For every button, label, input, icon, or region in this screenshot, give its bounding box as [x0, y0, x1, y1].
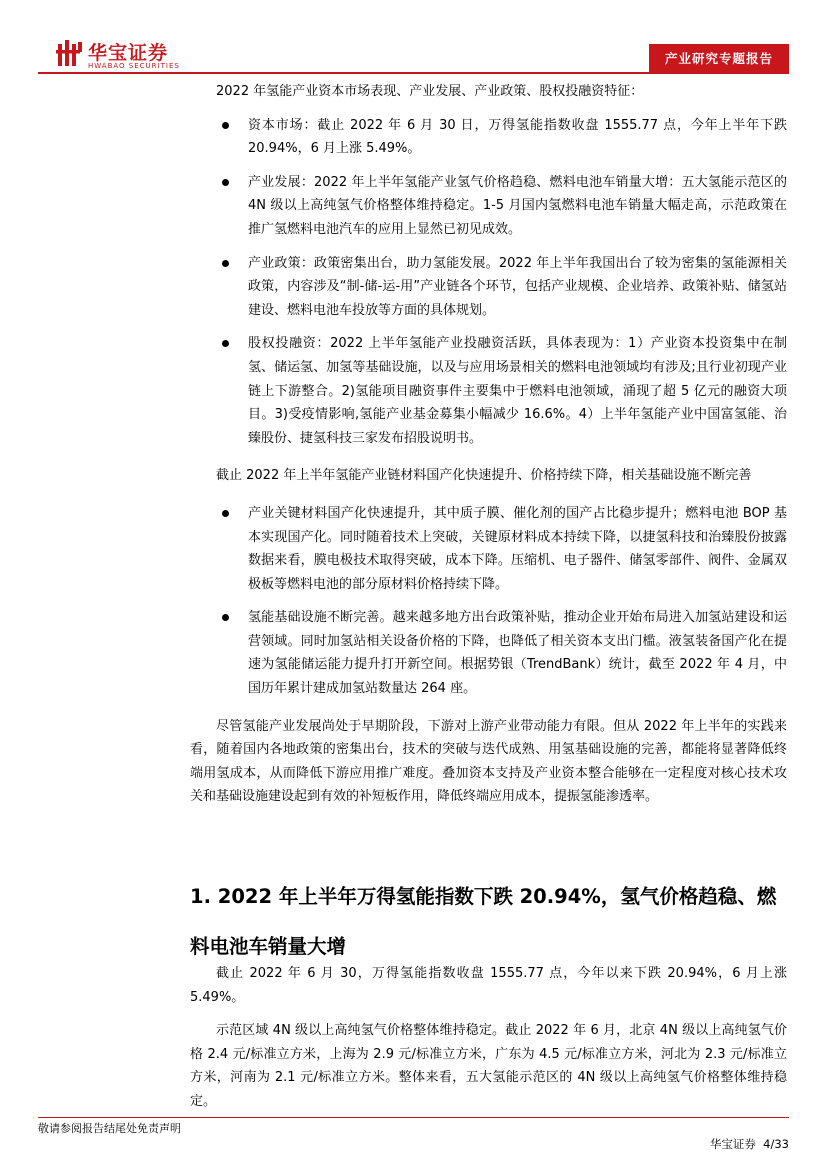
- bullet-text: 股权投融资：2022 上半年氢能产业投融资活跃，具体表现为：1）产业资本投资集中在制氢、储运氢、加氢等基础设施，以及与应用场景相关的燃料电池领域均有涉及;且行业初现产业链上下游整合。2)氢能项目融资事件主要集中于燃料电池领域，涌现了超 5 亿元的融资大项目。3)受疫情影响,氢能产业基金募集小幅减少 16.6%。4）上半年氢能产业中国富氢能、治臻股份、捷氢科技三家发布招股说明书。: [248, 336, 787, 446]
- outlook-paragraph: 尽管氢能产业发展尚处于早期阶段，下游对上游产业带动能力有限。但从 2022 年上半年的实践来看，随着国内各地政策的密集出台，技术的突破与迭代成熟、用氢基础设施的完善，都能将显著降低终端用氢成本，从而降低下游应用推广难度。叠加资本支持及产业资本整合能够在一定程度对核心技术攻关和基础设施建设起到有效的补短板作用，降低终端应用成本，提振氢能渗透率。: [190, 718, 787, 805]
- hwabao-logo-icon: [56, 38, 86, 68]
- bullet-text: 产业政策：政策密集出台，助力氢能发展。2022 年上半年我国出台了较为密集的氢能源相关政策，内容涉及“制-储-运-用”产业链各个环节，包括产业规模、企业培养、政策补贴、储氢站建设、燃料电池车投放等方面的具体规划。: [248, 255, 787, 318]
- materials-summary-paragraph: 截止 2022 年上半年氢能产业链材料国产化快速提升、价格持续下降，相关基础设施不断完善: [216, 468, 752, 484]
- footer-divider: [38, 1117, 789, 1118]
- section-paragraph-index: 截止 2022 年 6 月 30，万得氢能指数收盘 1555.77 点，今年以来下跌 20.94%，6 月上涨 5.49%。: [190, 966, 787, 1005]
- bullet-dot-icon: [222, 179, 229, 186]
- bullet-text: 氢能基础设施不断完善。越来越多地方出台政策补贴，推动企业开始布局进入加氢站建设和运营领域。同时加氢站相关设备价格的下降，也降低了相关资本支出门槛。液氢装备国产化在提速为氢能储运能力提升打开新空间。根据势银（TrendBank）统计，截至 2022 年 4 月，中国历年累计建成加氢站数量达 264 座。: [248, 610, 787, 697]
- bullet-text: 资本市场：截止 2022 年 6 月 30 日，万得氢能指数收盘 1555.77 点，今年上半年下跌 20.94%，6 月上涨 5.49%。: [248, 117, 787, 157]
- bullet-dot-icon: [222, 260, 229, 267]
- section-paragraph-hydrogen-price: 示范区域 4N 级以上高纯氢气价格整体维持稳定。截止 2022 年 6 月，北京 4N 级以上高纯氢气价格 2.4 元/标准立方米，上海为 2.9 元/标准立方米，广东为 4.5 元/标准立方米，河北为 2.3 元/标准立方米，河南为 2.1 元/标准立方米。整体来看，五大氢能示范区的 4N 级以上高纯氢气价格整体维持稳定。: [190, 1023, 787, 1109]
- bullet-text: 产业关键材料国产化快速提升，其中质子膜、催化剂的国产占比稳步提升；燃料电池 BOP 基本实现国产化。同时随着技术上突破，关键原材料成本持续下降，以捷氢科技和治臻股份披露数据来看，膜电极技术取得突破，成本下降。压缩机、电子器件、储氢零部件、阀件、金属双极板等燃料电池的部分原材料价格持续下降。: [248, 505, 787, 592]
- footer-page-info: [710, 1136, 789, 1152]
- report-type-badge: 产业研究专题报告: [649, 44, 789, 72]
- bullet-dot-icon: [222, 340, 229, 347]
- bullet-capital-market: [190, 114, 787, 161]
- bullet-key-materials: [190, 502, 787, 596]
- bullet-equity-financing: [190, 332, 787, 450]
- logo-chinese-name: 华宝证券: [88, 42, 169, 64]
- main-content: [190, 80, 787, 809]
- bullet-text: 产业发展：2022 年上半年氢能产业氢气价格趋稳、燃料电池车销量大增：五大氢能示范区的 4N 级以上高纯氢气价格整体维持稳定。1-5 月国内氢燃料电池车销量大幅走高，示范政策在推广氢燃料电池汽车的应用上显然已初见成效。: [248, 174, 787, 237]
- footer-disclaimer: 敬请参阅报告结尾处免责声明: [38, 1122, 181, 1135]
- section-heading: 1. 2022 年上半年万得氢能指数下跌 20.94%，氢气价格趋稳、燃料电池车销量大增: [190, 885, 777, 958]
- bullet-dot-icon: [222, 122, 229, 129]
- header-divider: [38, 72, 789, 74]
- bullet-dot-icon: [222, 510, 229, 517]
- footer-brand: 华宝证券: [709, 1137, 756, 1151]
- bullet-industry-development: [190, 171, 787, 242]
- bullet-infrastructure: [190, 606, 787, 700]
- logo-english-name: HWABAO SECURITIES: [88, 62, 180, 70]
- bullet-industry-policy: [190, 252, 787, 323]
- intro-paragraph: 2022 年氢能产业资本市场表现、产业发展、产业政策、股权投融资特征：: [216, 84, 644, 99]
- section-body: [190, 962, 787, 1114]
- bullet-dot-icon: [222, 614, 229, 621]
- page-number: 4/33: [763, 1137, 789, 1151]
